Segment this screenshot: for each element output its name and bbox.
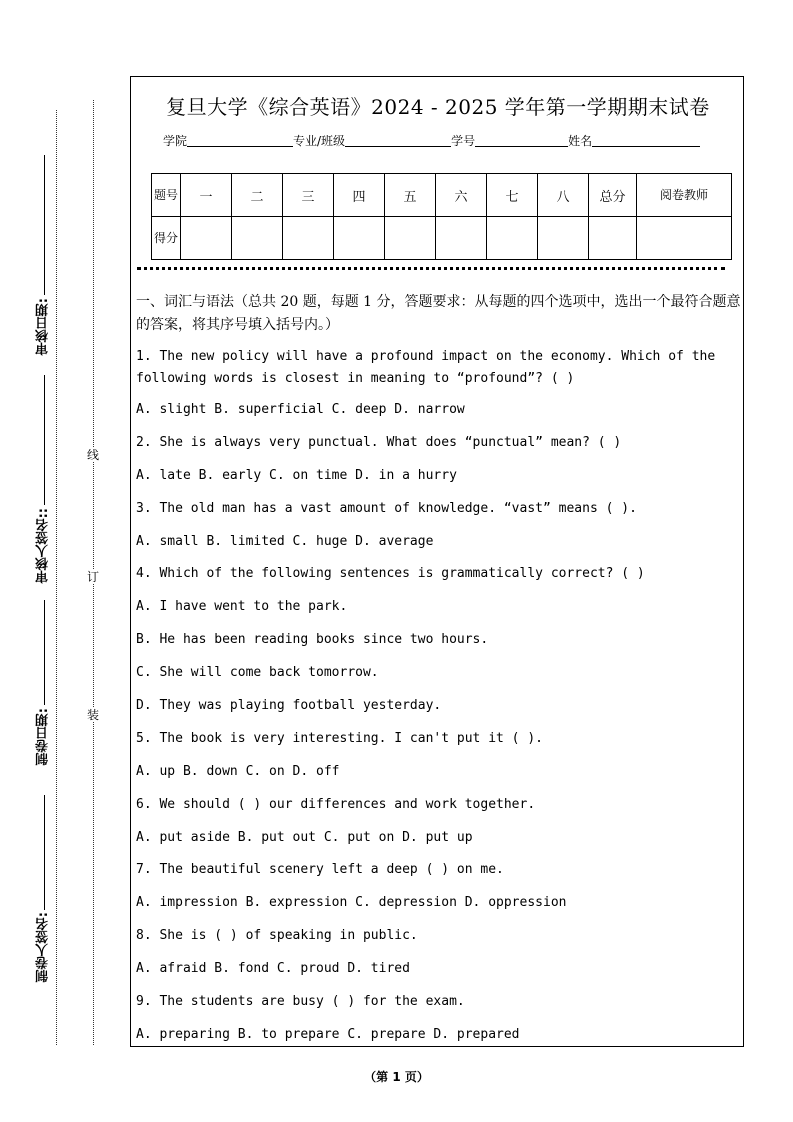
score-cell[interactable] — [283, 217, 334, 260]
col-8: 八 — [538, 174, 589, 217]
field-label-name: 姓名 — [568, 134, 593, 148]
margin-label-review-date: 审核日期: — [36, 298, 51, 356]
score-cell[interactable] — [538, 217, 589, 260]
options-3: A. small B. limited C. huge D. average — [136, 533, 434, 549]
student-info-row — [163, 132, 700, 149]
option-4a: A. I have went to the park. — [136, 599, 348, 615]
college-blank[interactable] — [187, 134, 293, 147]
binding-char-bind: 装 — [86, 708, 99, 722]
page-number: （第 1 页） — [364, 1070, 429, 1084]
option-4b: B. He has been reading books since two hours. — [136, 632, 489, 648]
col-4: 四 — [334, 174, 385, 217]
score-cell[interactable] — [181, 217, 232, 260]
question-5: 5. The book is very interesting. I can't put it ( ). — [136, 730, 543, 746]
exam-title: 复旦大学《综合英语》2024 - 2025 学年第一学期期末试卷 — [166, 95, 710, 119]
margin-dotted-line-outer — [56, 110, 57, 1045]
margin-sign-line — [44, 375, 45, 505]
question-4: 4. Which of the following sentences is grammatically correct? ( ) — [136, 566, 645, 582]
row-label-question-no: 题号 — [152, 174, 181, 217]
dotted-separator — [137, 267, 725, 270]
margin-label-paper-maker-sign: 制卷人签名: — [36, 912, 51, 983]
name-blank[interactable] — [592, 134, 700, 147]
question-7: 7. The beautiful scenery left a deep ( ) on me. — [136, 862, 504, 878]
binding-char-staple: 订 — [86, 570, 99, 584]
score-cell[interactable] — [232, 217, 283, 260]
question-list — [136, 346, 746, 1058]
margin-sign-line — [44, 795, 45, 910]
score-cell-total[interactable] — [589, 217, 637, 260]
question-9: 9. The students are busy ( ) for the exam. — [136, 994, 465, 1010]
option-4c: C. She will come back tomorrow. — [136, 665, 379, 681]
question-8: 8. She is ( ) of speaking in public. — [136, 928, 418, 944]
major-class-blank[interactable] — [345, 134, 451, 147]
options-9: A. preparing B. to prepare C. prepare D. prepared — [136, 1026, 520, 1042]
row-label-score: 得分 — [152, 217, 181, 260]
score-table-header-row — [152, 174, 732, 217]
score-cell[interactable] — [436, 217, 487, 260]
col-7: 七 — [487, 174, 538, 217]
question-2: 2. She is always very punctual. What does “punctual” mean? ( ) — [136, 434, 622, 450]
col-grader: 阅卷教师 — [637, 174, 732, 217]
col-3: 三 — [283, 174, 334, 217]
score-table-score-row — [152, 217, 732, 260]
student-id-blank[interactable] — [475, 134, 568, 147]
score-table — [151, 173, 732, 260]
field-label-college: 学院 — [163, 134, 188, 148]
margin-sign-line — [44, 600, 45, 705]
col-5: 五 — [385, 174, 436, 217]
score-cell[interactable] — [487, 217, 538, 260]
option-4d: D. They was playing football yesterday. — [136, 698, 442, 714]
score-cell-grader[interactable] — [637, 217, 732, 260]
binding-char-line: 线 — [86, 448, 99, 462]
question-1: 1. The new policy will have a profound impact on the economy. Which of the following words is closest in meaning to “profound”? ( ) — [136, 349, 716, 386]
options-8: A. afraid B. fond C. proud D. tired — [136, 961, 410, 977]
score-cell[interactable] — [334, 217, 385, 260]
margin-label-paper-date: 制卷日期: — [36, 708, 51, 766]
question-6: 6. We should ( ) our differences and work together. — [136, 796, 536, 812]
options-5: A. up B. down C. on D. off — [136, 763, 340, 779]
margin-label-reviewer-sign: 审核人签名:: — [36, 508, 51, 584]
options-7: A. impression B. expression C. depression D. oppression — [136, 895, 567, 911]
margin-sign-line — [44, 155, 45, 295]
field-label-student-id: 学号 — [451, 134, 476, 148]
options-2: A. late B. early C. on time D. in a hurry — [136, 467, 457, 483]
col-total: 总分 — [589, 174, 637, 217]
col-1: 一 — [181, 174, 232, 217]
field-label-major-class: 专业/班级 — [293, 134, 346, 148]
options-1: A. slight B. superficial C. deep D. narrow — [136, 402, 465, 417]
question-3: 3. The old man has a vast amount of knowledge. “vast” means ( ). — [136, 500, 637, 516]
score-cell[interactable] — [385, 217, 436, 260]
exam-paper — [130, 76, 744, 1047]
section-1-heading: 一、词汇与语法（总共 20 题，每题 1 分，答题要求：从每题的四个选项中，选出一个最符合题意的答案，将其序号填入括号内。） — [136, 294, 741, 333]
col-6: 六 — [436, 174, 487, 217]
options-6: A. put aside B. put out C. put on D. put up — [136, 829, 473, 845]
col-2: 二 — [232, 174, 283, 217]
